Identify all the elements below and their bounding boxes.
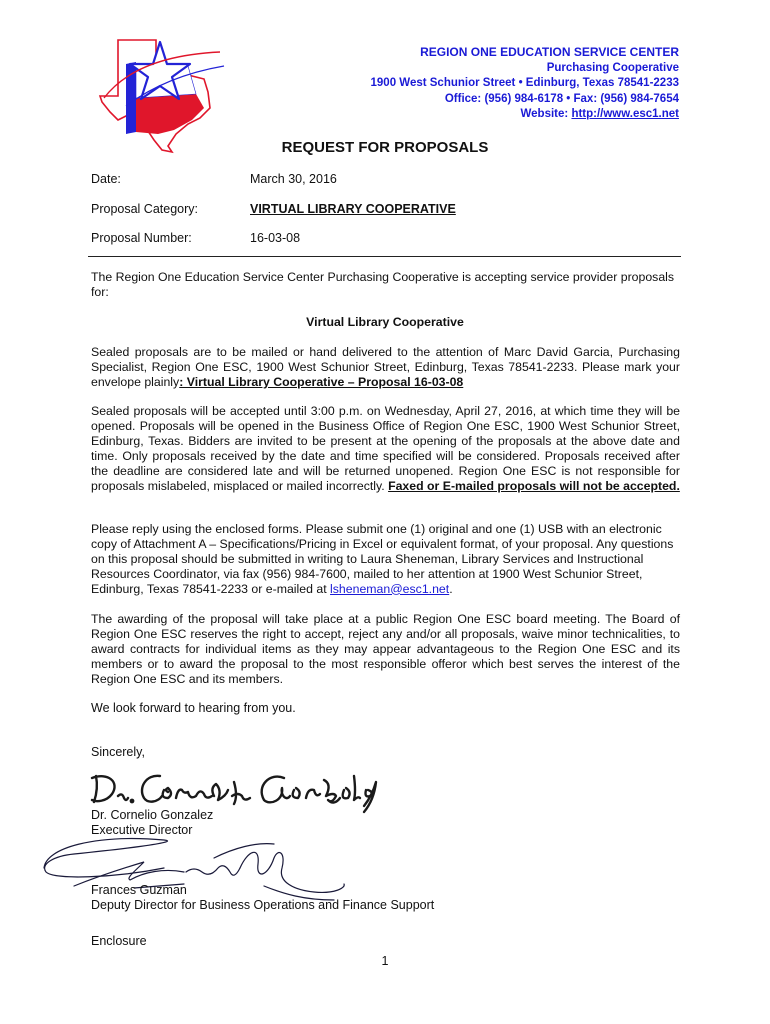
number-label: Proposal Number:	[91, 231, 192, 245]
letterhead	[371, 45, 679, 123]
page-number: 1	[381, 954, 389, 968]
paragraph-deadline: Sealed proposals will be accepted until 3:00 p.m. on Wednesday, April 27, 2016, at which time they will be opened. Proposals will be opened in the Business Office of Region One ESC, 1900 West Schunior Street, Edinburg, Texas. Bidders are invited to be present at the opening of the proposals at the above date and time. Only proposals received by the date and time specified will be considered. Proposals received after the deadline are considered late and will be returned unopened. Region One ESC is not responsible for proposals mislabeled, misplaced or mailed incorrectly. Faxed or E-mailed proposals will not be accepted.	[91, 404, 680, 493]
org-name: REGION ONE EDUCATION SERVICE CENTER	[420, 45, 679, 59]
number-value: 16-03-08	[250, 231, 301, 245]
category-value: VIRTUAL LIBRARY COOPERATIVE	[250, 202, 456, 216]
website-link[interactable]: http://www.esc1.net	[571, 108, 679, 120]
org-phone-fax: Office: (956) 984-6178 • Fax: (956) 984-7654	[444, 92, 679, 105]
org-website: Website: http://www.esc1.net	[520, 108, 679, 120]
closing-line: We look forward to hearing from you.	[91, 701, 296, 715]
dept-name: Purchasing Cooperative	[546, 61, 679, 74]
paragraph-delivery: Sealed proposals are to be mailed or hand delivered to the attention of Marc David Garcia, Purchasing Specialist, Region One ESC, 1900 West Schunior Street, Edinburg, Texas 78541-2233. Please mark your envelope plainly: Virtual Library Cooperative – Proposal 16-03-08	[91, 345, 680, 389]
divider	[88, 256, 681, 257]
salutation: Sincerely,	[91, 745, 145, 759]
paragraph-instructions: Please reply using the enclosed forms. Please submit one (1) original and one (1) USB with an electronic copy of Attachment A – Specifications/Pricing in Excel or equivalent format, of your proposal. Any questions on this proposal should be submitted in writing to Laura Sheneman, Library Services and Instructional Resources Coordinator, via fax (956) 984-7600, mailed to her attention at 1900 West Schunior Street, Edinburg, Texas 78541-2233 or e-mailed at lsheneman@esc1.net.	[91, 522, 674, 596]
subheading: Virtual Library Cooperative	[306, 315, 464, 329]
date-value: March 30, 2016	[250, 172, 337, 186]
email-link[interactable]: lsheneman@esc1.net	[330, 581, 450, 596]
signer2-title: Deputy Director for Business Operations and Finance Support	[91, 898, 435, 912]
enclosure-note: Enclosure	[91, 934, 147, 948]
intro-paragraph: The Region One Education Service Center Purchasing Cooperative is accepting service provider proposals for:	[91, 270, 675, 299]
category-label: Proposal Category:	[91, 202, 199, 216]
logo-red-band	[136, 94, 204, 134]
signer1-name: Dr. Cornelio Gonzalez	[91, 808, 214, 822]
paragraph-award: The awarding of the proposal will take place at a public Region One ESC board meeting. The Board of Region One ESC reserves the right to accept, reject any and/or all proposals, waive minor technicalities, to award contracts for individual items as they may appear advantageous to the Region One ESC and its members or to award the proposal to the most responsible offeror which best serves the interest of the Region One ESC and its members.	[91, 612, 680, 686]
page-title: REQUEST FOR PROPOSALS	[281, 139, 489, 156]
signer1-title: Executive Director	[91, 823, 193, 837]
org-address: 1900 West Schunior Street • Edinburg, Texas 78541-2233	[370, 77, 679, 89]
date-label: Date:	[91, 172, 121, 186]
region-one-logo	[96, 36, 234, 154]
signer2-name: Frances Guzman	[91, 883, 187, 897]
